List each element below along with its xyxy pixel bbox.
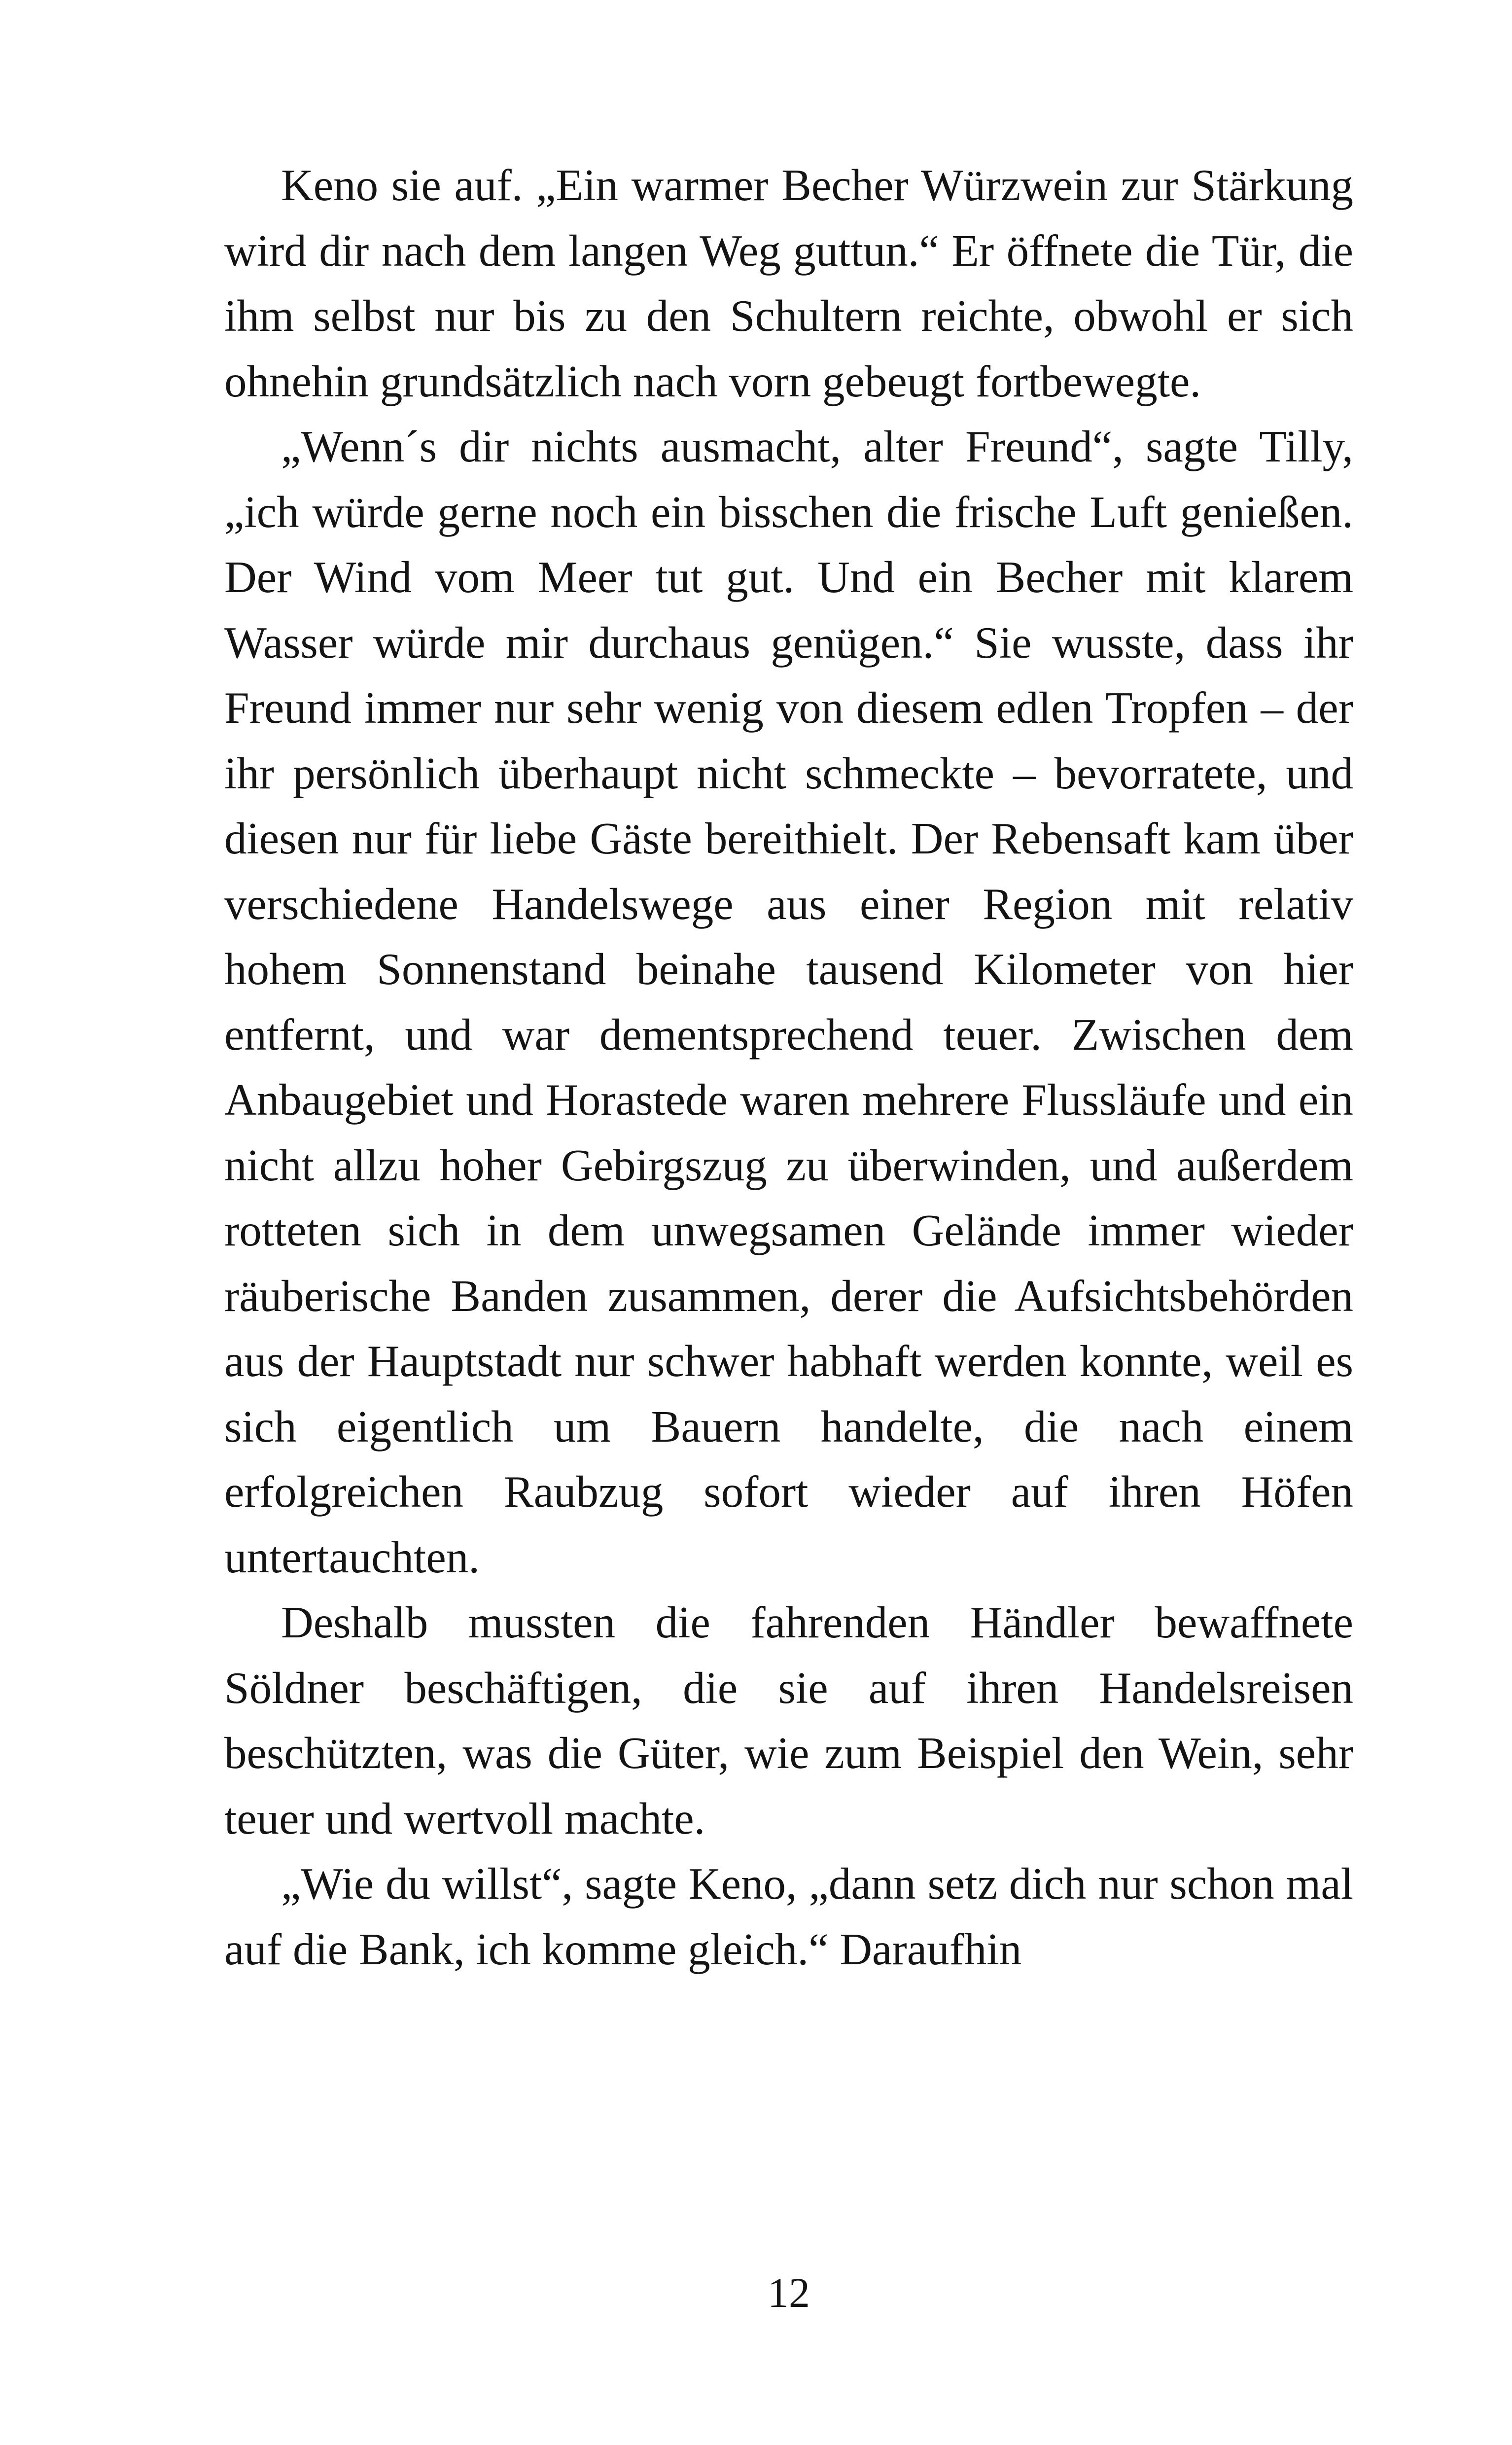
paragraph-2: „Wenn´s dir nichts ausmacht, alter Freund“, sagte Tilly, „ich würde gerne noch ein bisschen die frische Luft genießen. Der Wind vom Meer tut gut. Und ein Becher mit klarem Wasser würde mir durchaus genügen.“ Sie wusste, dass ihr Freund immer nur sehr wenig von diesem edlen Tropfen – der ihr persönlich überhaupt nicht schmeckte – bevorratete, und diesen nur für liebe Gäste bereithielt. Der Rebensaft kam über verschiedene Handelswege aus einer Region mit relativ hohem Sonnenstand beinahe tausend Kilometer von hier entfernt, und war dementsprechend teuer. Zwischen dem Anbaugebiet und Horastede waren mehrere Flussläufe und ein nicht allzu hoher Gebirgszug zu überwinden, und außerdem rotteten sich in dem unwegsamen Gelände immer wieder räuberische Banden zusammen, derer die Aufsichtsbehörden aus der Hauptstadt nur schwer habhaft werden konnte, weil es sich eigentlich um Bauern handelte, die nach einem erfolgreichen Raubzug sofort wieder auf ihren Höfen untertauchten.	[224, 422, 1353, 1582]
paragraph-1: Keno sie auf. „Ein warmer Becher Würzwein zur Stärkung wird dir nach dem langen Weg guttun.“ Er öffnete die Tür, die ihm selbst nur bis zu den Schultern reichte, obwohl er sich ohnehin grundsätzlich nach vorn gebeugt fortbewegte.	[224, 160, 1353, 406]
paragraph-4: „Wie du willst“, sagte Keno, „dann setz dich nur schon mal auf die Bank, ich komme gleich.“ Daraufhin	[224, 1859, 1353, 1974]
paragraph-3: Deshalb mussten die fahrenden Händler bewaffnete Söldner beschäftigen, die sie auf ihren Handelsreisen beschützten, was die Güter, wie zum Beispiel den Wein, sehr teuer und wertvoll machte.	[224, 1597, 1353, 1843]
body-text	[224, 153, 1353, 1982]
page-number: 12	[768, 2269, 810, 2316]
